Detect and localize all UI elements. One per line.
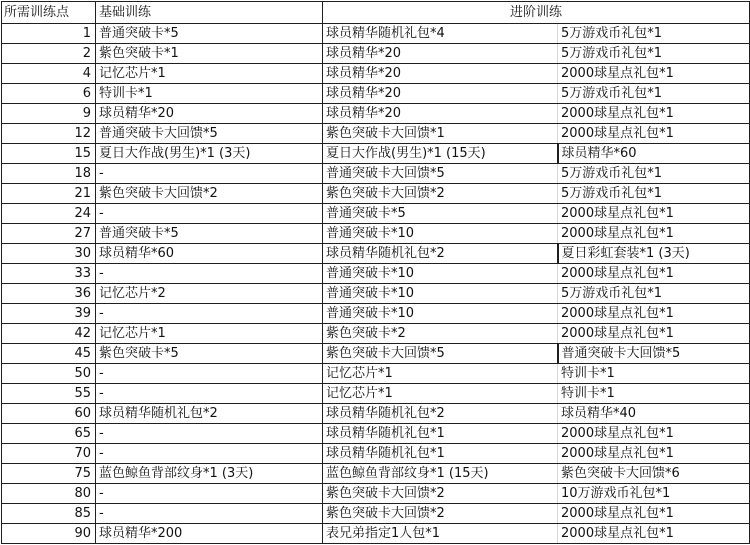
basic-reward-cell: - <box>96 164 323 184</box>
level-cell: 55 <box>2 384 96 404</box>
basic-reward-cell: - <box>96 384 323 404</box>
advanced-bonus-cell: 2000球星点礼包*1 <box>558 204 750 224</box>
table-row <box>2 144 750 164</box>
table-body <box>2 24 750 544</box>
table-row <box>2 104 750 124</box>
table-row <box>2 184 750 204</box>
advanced-bonus-cell: 2000球星点礼包*1 <box>558 124 750 144</box>
basic-reward-cell: - <box>96 484 323 504</box>
level-cell: 65 <box>2 424 96 444</box>
advanced-reward-cell: 表兄弟指定1人包*1 <box>323 524 558 544</box>
basic-reward-cell: - <box>96 424 323 444</box>
advanced-bonus-cell: 2000球星点礼包*1 <box>558 64 750 84</box>
level-cell: 50 <box>2 364 96 384</box>
level-cell: 45 <box>2 344 96 364</box>
advanced-reward-cell: 球员精华*20 <box>323 84 558 104</box>
advanced-bonus-cell: 5万游戏币礼包*1 <box>558 84 750 104</box>
advanced-reward-cell: 记忆芯片*1 <box>323 384 558 404</box>
basic-reward-cell: 球员精华*200 <box>96 524 323 544</box>
advanced-reward-cell: 普通突破卡*10 <box>323 224 558 244</box>
table-row <box>2 384 750 404</box>
table-row <box>2 444 750 464</box>
basic-reward-cell: 记忆芯片*1 <box>96 324 323 344</box>
table-row <box>2 244 750 264</box>
advanced-reward-cell: 球员精华随机礼包*2 <box>323 404 558 424</box>
level-cell: 36 <box>2 284 96 304</box>
table-row <box>2 64 750 84</box>
level-cell: 85 <box>2 504 96 524</box>
advanced-reward-cell: 夏日大作战(男生)*1 (15天) <box>323 144 558 164</box>
advanced-reward-cell: 普通突破卡*10 <box>323 284 558 304</box>
level-cell: 9 <box>2 104 96 124</box>
basic-reward-cell: 记忆芯片*2 <box>96 284 323 304</box>
advanced-reward-cell: 蓝色鲸鱼背部纹身*1 (15天) <box>323 464 558 484</box>
advanced-reward-cell: 球员精华随机礼包*1 <box>323 444 558 464</box>
advanced-reward-cell: 紫色突破卡*2 <box>323 324 558 344</box>
advanced-reward-cell: 紫色突破卡大回馈*2 <box>323 504 558 524</box>
basic-reward-cell: 普通突破卡*5 <box>96 224 323 244</box>
advanced-bonus-cell: 2000球星点礼包*1 <box>558 264 750 284</box>
table-row <box>2 284 750 304</box>
table-row <box>2 324 750 344</box>
basic-reward-cell: 球员精华*20 <box>96 104 323 124</box>
advanced-reward-cell: 球员精华*20 <box>323 44 558 64</box>
basic-reward-cell: 记忆芯片*1 <box>96 64 323 84</box>
level-cell: 2 <box>2 44 96 64</box>
basic-reward-cell: - <box>96 204 323 224</box>
level-cell: 27 <box>2 224 96 244</box>
level-cell: 18 <box>2 164 96 184</box>
advanced-reward-cell: 紫色突破卡大回馈*5 <box>323 344 558 364</box>
table-row <box>2 84 750 104</box>
advanced-bonus-cell: 2000球星点礼包*1 <box>558 524 750 544</box>
advanced-reward-cell: 普通突破卡*10 <box>323 304 558 324</box>
advanced-bonus-cell: 2000球星点礼包*1 <box>558 224 750 244</box>
table-row <box>2 364 750 384</box>
advanced-bonus-cell: 2000球星点礼包*1 <box>558 504 750 524</box>
table-row <box>2 404 750 424</box>
basic-reward-cell: 紫色突破卡*5 <box>96 344 323 364</box>
advanced-bonus-cell: 球员精华*40 <box>558 404 750 424</box>
advanced-reward-cell: 普通突破卡*5 <box>323 204 558 224</box>
advanced-bonus-cell: 2000球星点礼包*1 <box>558 104 750 124</box>
advanced-reward-cell: 紫色突破卡大回馈*2 <box>323 484 558 504</box>
advanced-reward-cell: 球员精华*20 <box>323 64 558 84</box>
level-cell: 15 <box>2 144 96 164</box>
level-cell: 75 <box>2 464 96 484</box>
level-cell: 4 <box>2 64 96 84</box>
basic-reward-cell: 特训卡*1 <box>96 84 323 104</box>
advanced-bonus-cell: 特训卡*1 <box>558 364 750 384</box>
basic-reward-cell: 蓝色鲸鱼背部纹身*1 (3天) <box>96 464 323 484</box>
advanced-bonus-cell: 普通突破卡大回馈*5 <box>558 344 750 364</box>
advanced-bonus-cell: 紫色突破卡大回馈*6 <box>558 464 750 484</box>
basic-reward-cell: - <box>96 304 323 324</box>
advanced-bonus-cell: 球员精华*60 <box>558 144 750 164</box>
level-cell: 42 <box>2 324 96 344</box>
basic-reward-cell: - <box>96 444 323 464</box>
advanced-column-header: 进阶训练 <box>323 2 750 24</box>
basic-reward-cell: 紫色突破卡大回馈*2 <box>96 184 323 204</box>
table-row <box>2 164 750 184</box>
table-row <box>2 204 750 224</box>
table-row <box>2 24 750 44</box>
level-cell: 30 <box>2 244 96 264</box>
basic-reward-cell: - <box>96 504 323 524</box>
advanced-bonus-cell: 2000球星点礼包*1 <box>558 324 750 344</box>
advanced-bonus-cell: 5万游戏币礼包*1 <box>558 44 750 64</box>
level-cell: 1 <box>2 24 96 44</box>
advanced-reward-cell: 普通突破卡*10 <box>323 264 558 284</box>
level-cell: 33 <box>2 264 96 284</box>
basic-reward-cell: 普通突破卡*5 <box>96 24 323 44</box>
level-cell: 6 <box>2 84 96 104</box>
table-row <box>2 124 750 144</box>
header-row <box>2 2 750 24</box>
level-cell: 39 <box>2 304 96 324</box>
advanced-bonus-cell: 5万游戏币礼包*1 <box>558 164 750 184</box>
table-row <box>2 344 750 364</box>
table-row <box>2 264 750 284</box>
basic-reward-cell: - <box>96 264 323 284</box>
advanced-reward-cell: 记忆芯片*1 <box>323 364 558 384</box>
advanced-bonus-cell: 2000球星点礼包*1 <box>558 304 750 324</box>
basic-reward-cell: 球员精华*60 <box>96 244 323 264</box>
advanced-bonus-cell: 2000球星点礼包*1 <box>558 424 750 444</box>
basic-reward-cell: 夏日大作战(男生)*1 (3天) <box>96 144 323 164</box>
advanced-reward-cell: 球员精华随机礼包*2 <box>323 244 558 264</box>
advanced-bonus-cell: 5万游戏币礼包*1 <box>558 24 750 44</box>
table-row <box>2 504 750 524</box>
basic-reward-cell: 紫色突破卡*1 <box>96 44 323 64</box>
level-cell: 70 <box>2 444 96 464</box>
table-row <box>2 304 750 324</box>
advanced-bonus-cell: 10万游戏币礼包*1 <box>558 484 750 504</box>
advanced-bonus-cell: 2000球星点礼包*1 <box>558 444 750 464</box>
table-row <box>2 464 750 484</box>
basic-reward-cell: 球员精华随机礼包*2 <box>96 404 323 424</box>
training-rewards-table <box>1 1 750 544</box>
level-cell: 24 <box>2 204 96 224</box>
level-cell: 90 <box>2 524 96 544</box>
advanced-bonus-cell: 5万游戏币礼包*1 <box>558 284 750 304</box>
table-row <box>2 524 750 544</box>
level-cell: 21 <box>2 184 96 204</box>
advanced-reward-cell: 紫色突破卡大回馈*1 <box>323 124 558 144</box>
table-row <box>2 424 750 444</box>
advanced-reward-cell: 普通突破卡大回馈*5 <box>323 164 558 184</box>
level-cell: 60 <box>2 404 96 424</box>
advanced-reward-cell: 紫色突破卡大回馈*2 <box>323 184 558 204</box>
basic-reward-cell: 普通突破卡大回馈*5 <box>96 124 323 144</box>
advanced-bonus-cell: 夏日彩虹套装*1 (3天) <box>558 244 750 264</box>
advanced-reward-cell: 球员精华随机礼包*4 <box>323 24 558 44</box>
advanced-bonus-cell: 特训卡*1 <box>558 384 750 404</box>
advanced-reward-cell: 球员精华随机礼包*1 <box>323 424 558 444</box>
level-cell: 80 <box>2 484 96 504</box>
level-cell: 12 <box>2 124 96 144</box>
table-row <box>2 44 750 64</box>
advanced-reward-cell: 球员精华*20 <box>323 104 558 124</box>
table-row <box>2 224 750 244</box>
level-column-header: 所需训练点 <box>2 2 96 24</box>
basic-reward-cell: - <box>96 364 323 384</box>
table-row <box>2 484 750 504</box>
advanced-bonus-cell: 5万游戏币礼包*1 <box>558 184 750 204</box>
basic-column-header: 基础训练 <box>96 2 323 24</box>
